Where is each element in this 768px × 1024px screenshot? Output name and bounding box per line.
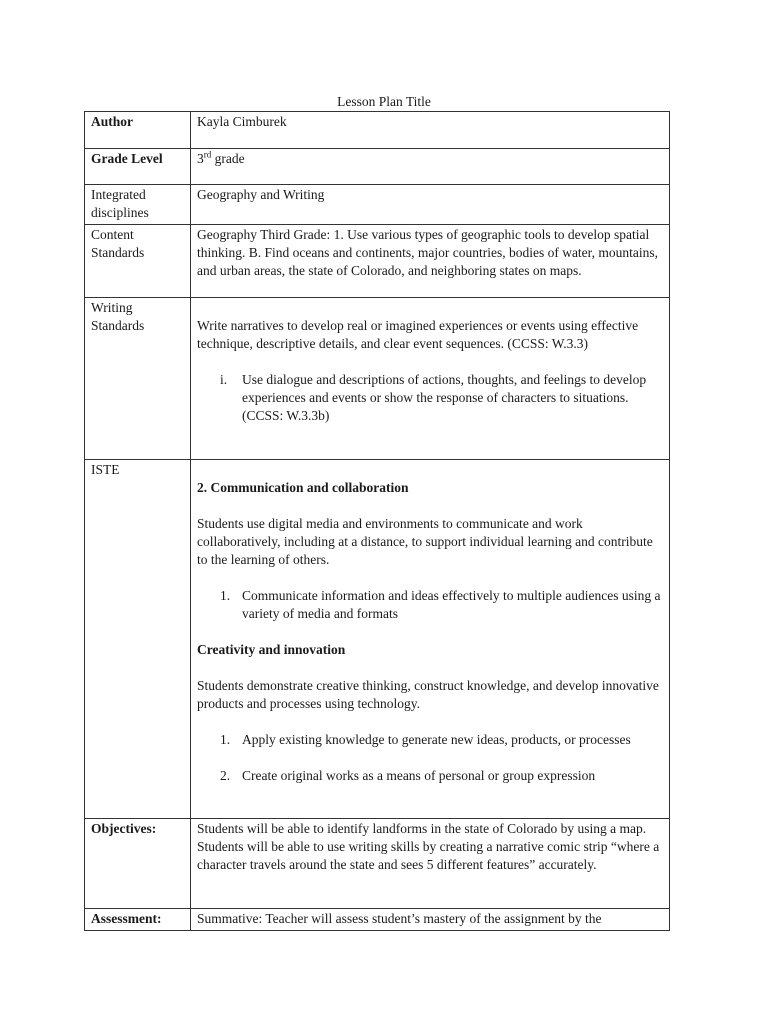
writing-standards-cell xyxy=(191,298,670,460)
list-item-text: Apply existing knowledge to generate new ideas, products, or processes xyxy=(242,732,631,747)
writing-standards-label: Writing Standards xyxy=(85,298,191,460)
grade-word: grade xyxy=(211,151,245,166)
iste-label: ISTE xyxy=(85,460,191,819)
iste-cell xyxy=(191,460,670,819)
table-row-writing-standards xyxy=(85,298,670,460)
author-label: Author xyxy=(85,112,191,149)
list-marker: 2. xyxy=(220,768,231,783)
table-row-objectives xyxy=(85,819,670,909)
table-row-author xyxy=(85,112,670,149)
writing-standards-list xyxy=(197,371,663,425)
content-standards-label: Content Standards xyxy=(85,225,191,298)
list-item xyxy=(197,371,663,425)
list-marker: 1. xyxy=(220,732,231,747)
list-item-text: Use dialogue and descriptions of actions, thoughts, and feelings to develop experiences and events or show the response of characters to situations. (CCSS: W.3.3b) xyxy=(242,372,647,423)
iste-paragraph-communication: Students use digital media and environments to communicate and work collaboratively, including at a distance, to support individual learning and contribute to the learning of others. xyxy=(197,516,653,567)
table-row-grade-level xyxy=(85,149,670,185)
iste-paragraph-creativity: Students demonstrate creative thinking, construct knowledge, and develop innovative products and processes using technology. xyxy=(197,678,659,711)
objectives-label: Objectives: xyxy=(85,819,191,909)
integrated-disciplines-value: Geography and Writing xyxy=(191,185,670,225)
grade-number: 3 xyxy=(197,151,204,166)
list-marker: i. xyxy=(220,372,228,387)
table-row-integrated-disciplines xyxy=(85,185,670,225)
assessment-label: Assessment: xyxy=(85,909,191,931)
objectives-cell xyxy=(191,819,670,909)
lesson-plan-table xyxy=(84,111,670,931)
list-item-text: Communicate information and ideas effectively to multiple audiences using a variety of media and formats xyxy=(242,588,661,621)
assessment-value: Summative: Teacher will assess student’s mastery of the assignment by the xyxy=(191,909,670,931)
content-standards-value: Geography Third Grade: 1. Use various types of geographic tools to develop spatial thinking. B. Find oceans and continents, major countries, bodies of water, mountains, and urban areas, the state of Colorado, and neighboring states on maps. xyxy=(191,225,670,298)
writing-standards-intro: Write narratives to develop real or imagined experiences or events using effective technique, descriptive details, and clear event sequences. (CCSS: W.3.3) xyxy=(197,318,639,351)
table-row-assessment xyxy=(85,909,670,931)
list-item xyxy=(197,587,663,623)
integrated-disciplines-label: Integrated disciplines xyxy=(85,185,191,225)
grade-level-value xyxy=(191,149,670,185)
iste-heading-communication: 2. Communication and collaboration xyxy=(197,480,409,495)
objective-1: Students will be able to identify landforms in the state of Colorado by using a map. xyxy=(197,821,647,836)
list-marker: 1. xyxy=(220,588,231,603)
grade-level-label: Grade Level xyxy=(85,149,191,185)
iste-list-communication xyxy=(197,587,663,623)
objective-2: Students will be able to use writing skills by creating a narrative comic strip “where a character travels around the state and sees 5 different features” accurately. xyxy=(197,839,660,872)
page-title: Lesson Plan Title xyxy=(337,94,431,109)
table-row-content-standards xyxy=(85,225,670,298)
list-item xyxy=(197,731,663,749)
table-row-iste xyxy=(85,460,670,819)
author-value: Kayla Cimburek xyxy=(191,112,670,149)
list-item-text: Create original works as a means of personal or group expression xyxy=(242,768,596,783)
iste-heading-creativity: Creativity and innovation xyxy=(197,642,346,657)
list-item xyxy=(197,767,663,785)
iste-list-creativity xyxy=(197,731,663,785)
grade-ordinal-suffix: rd xyxy=(203,149,212,160)
